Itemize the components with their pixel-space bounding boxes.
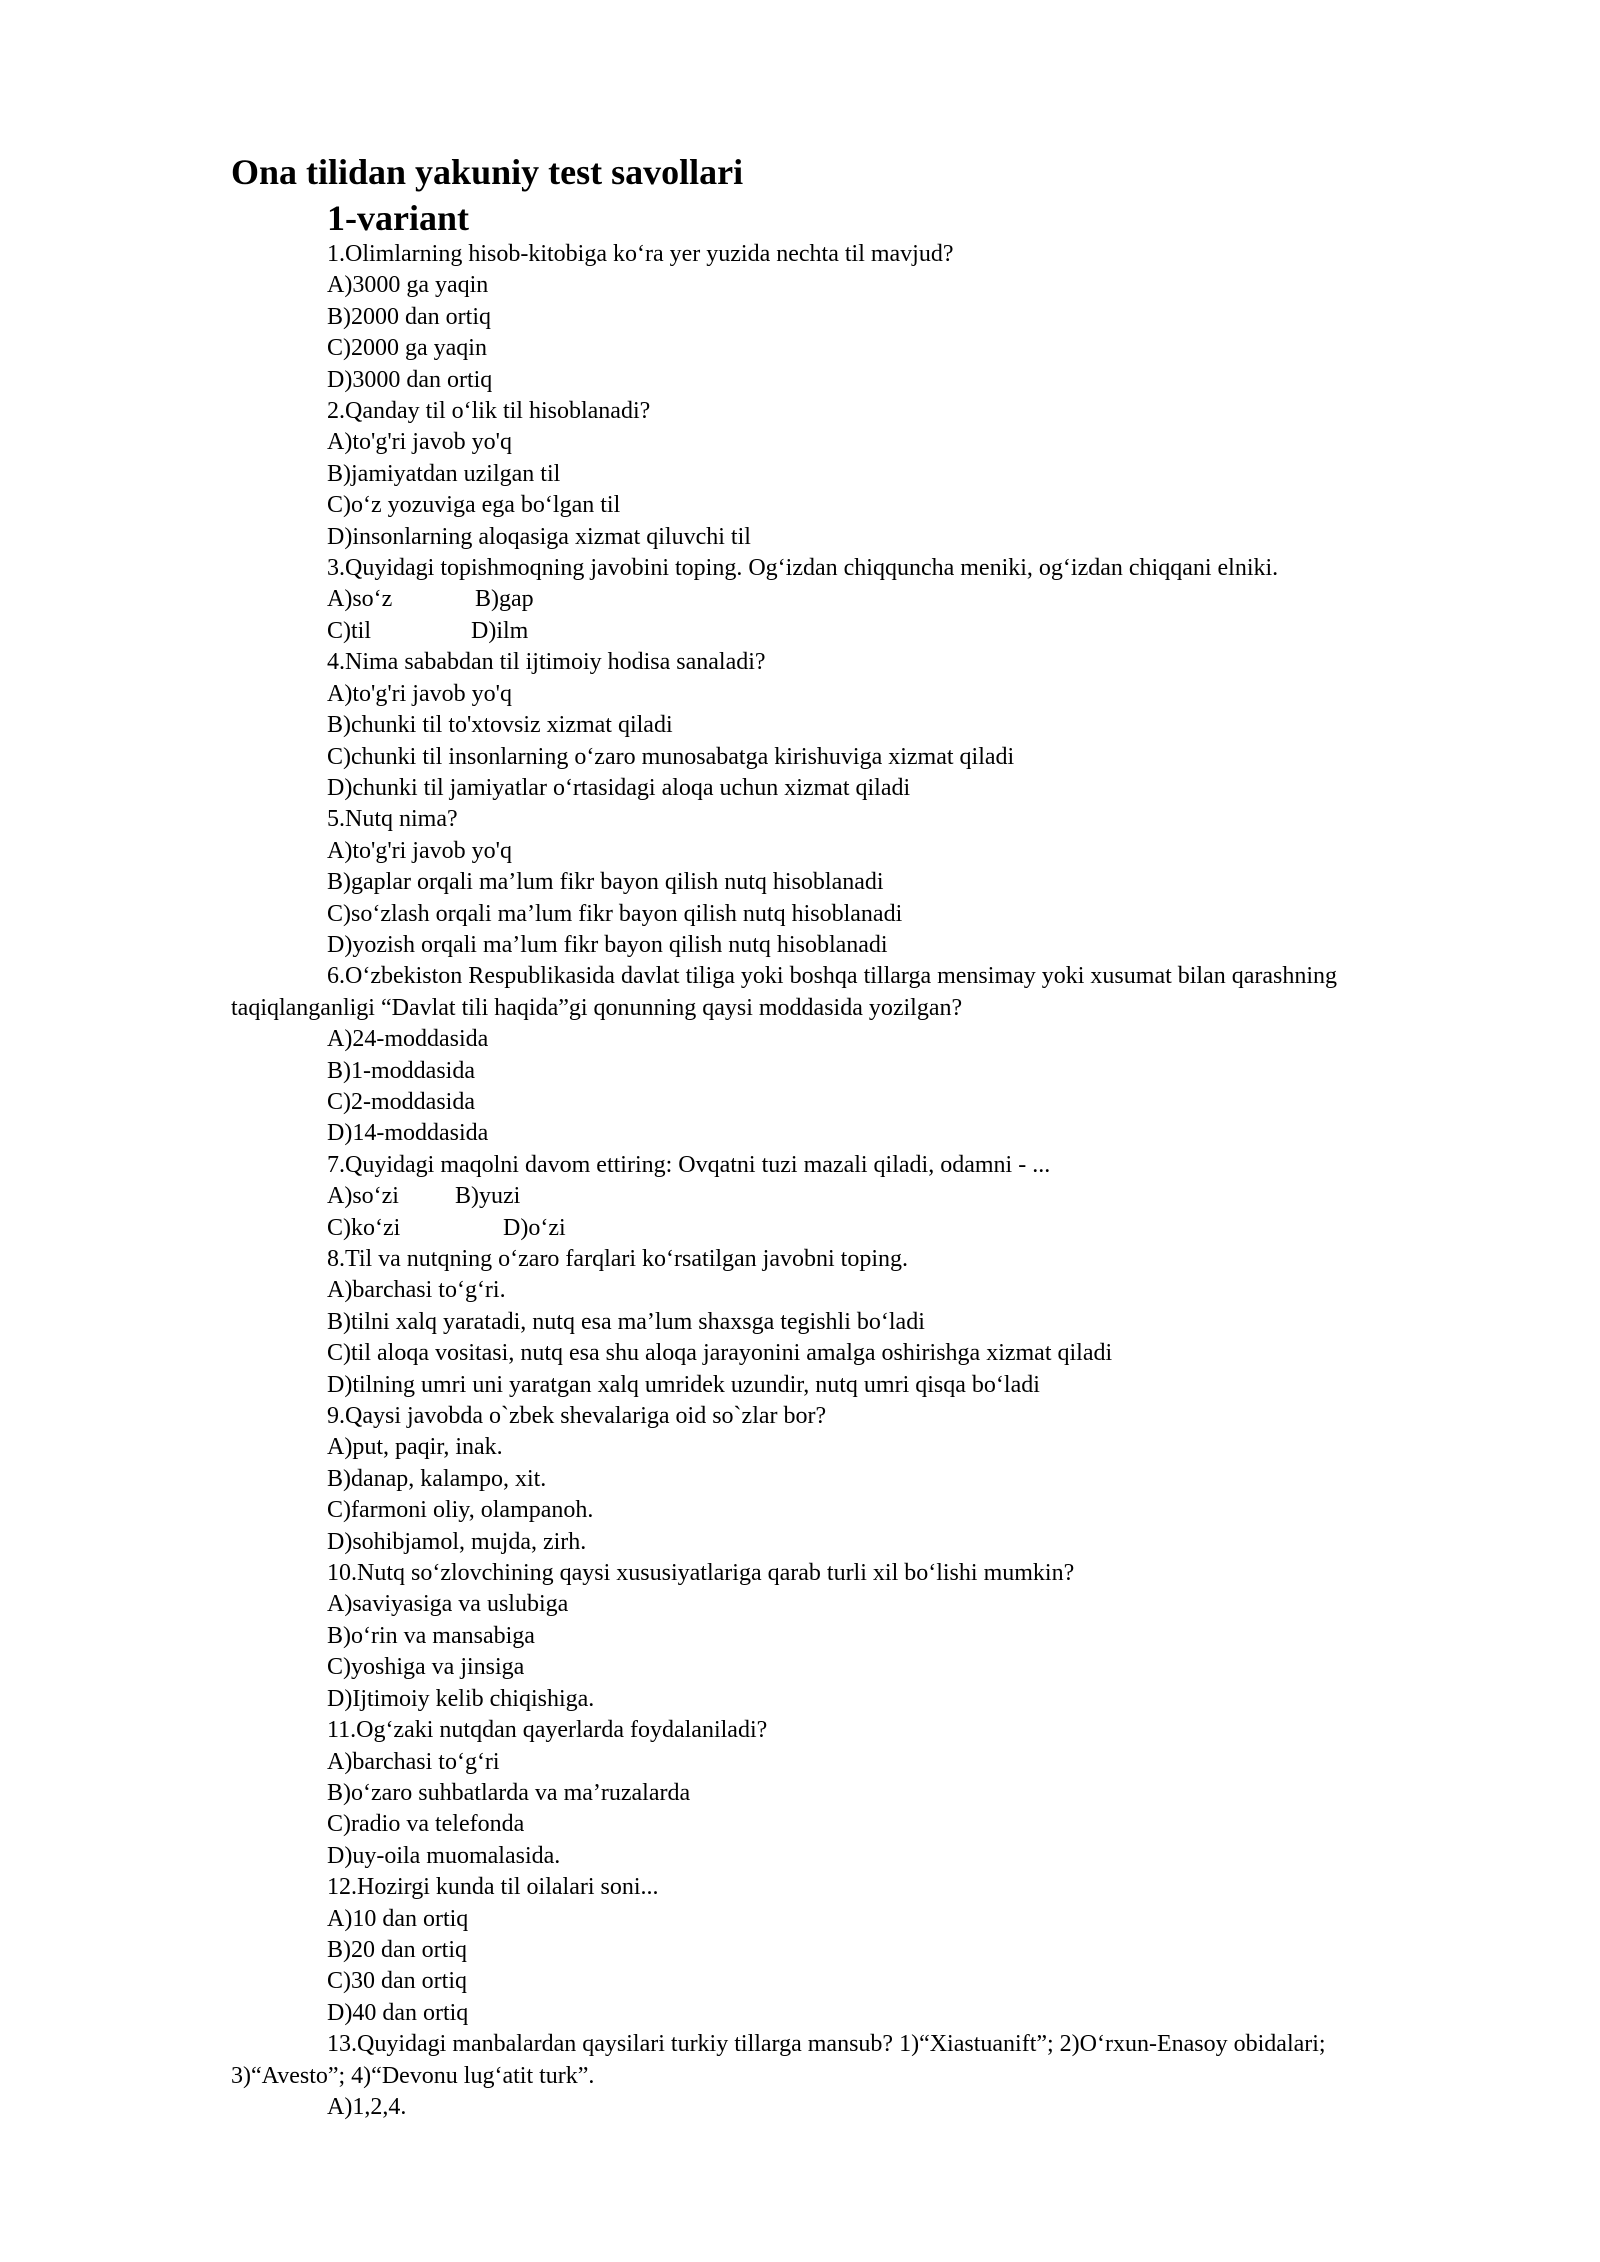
question-text: 1.Olimlarning hisob-kitobiga ko‘ra yer yuzida nechta til mavjud? <box>327 241 954 267</box>
answer-option: C)so‘zlash orqali ma’lum fikr bayon qilish nutq hisoblanadi <box>327 900 903 927</box>
question-text-line2: taqiqlanganligi “Davlat tili haqida”gi qonunning qaysi moddasida yozilgan? <box>231 994 963 1021</box>
answer-option: C)yoshiga va jinsiga <box>327 1654 525 1681</box>
answer-option: B)yuzi <box>455 1183 521 1210</box>
answer-row <box>231 616 1495 647</box>
question-text: 2.Qanday til o‘lik til hisoblanadi? <box>327 398 651 425</box>
answer-option: B)gaplar orqali ma’lum fikr bayon qilish nutq hisoblanadi <box>327 869 884 896</box>
answer-row <box>231 1213 1495 1244</box>
question-text: 10.Nutq so‘zlovchining qaysi xususiyatlariga qarab turli xil bo‘lishi mumkin? <box>327 1560 1075 1587</box>
answer-option: C)chunki til insonlarning o‘zaro munosabatga kirishuviga xizmat qiladi <box>327 743 1015 770</box>
question-text: 3.Quyidagi topishmoqning javobini toping. Og‘izdan chiqquncha meniki, og‘izdan chiqqani elniki. <box>327 555 1279 582</box>
answer-option: B)1-moddasida <box>327 1057 475 1084</box>
question-text: 12.Hozirgi kunda til oilalari soni... <box>327 1874 659 1901</box>
answer-option: B)20 dan ortiq <box>327 1936 467 1963</box>
answer-option: A)to'g'ri javob yo'q <box>327 429 512 456</box>
question-text-line1: 6.O‘zbekiston Respublikasida davlat tiliga yoki boshqa tillarga mensimay yoki xusumat bilan qarashning <box>327 963 1338 990</box>
answer-option: C)2-moddasida <box>327 1088 475 1115</box>
answer-option: C)til <box>327 617 372 644</box>
answer-option: D)yozish orqali ma’lum fikr bayon qilish nutq hisoblanadi <box>327 931 888 958</box>
answer-option: B)o‘rin va mansabiga <box>327 1622 535 1649</box>
answer-option: D)14-moddasida <box>327 1120 489 1147</box>
answer-option: D)sohibjamol, mujda, zirh. <box>327 1528 587 1555</box>
question-text: 11.Og‘zaki nutqdan qayerlarda foydalaniladi? <box>327 1717 768 1744</box>
answer-option: B)o‘zaro suhbatlarda va ma’ruzalarda <box>327 1779 691 1806</box>
answer-option: B)tilni xalq yaratadi, nutq esa ma’lum shaxsga tegishli bo‘ladi <box>327 1308 925 1335</box>
answer-option: A)barchasi to‘g‘ri <box>327 1748 500 1775</box>
question-text: 8.Til va nutqning o‘zaro farqlari ko‘rsatilgan javobni toping. <box>327 1246 909 1272</box>
question-text-line2: 3)“Avesto”; 4)“Devonu lug‘atit turk”. <box>231 2062 595 2089</box>
answer-option: A)so‘zi <box>327 1183 399 1210</box>
answer-option: C)o‘z yozuviga ega bo‘lgan til <box>327 492 621 519</box>
answer-option: D)chunki til jamiyatlar o‘rtasidagi aloqa uchun xizmat qiladi <box>327 774 911 801</box>
answer-option: D)uy-oila muomalasida. <box>327 1842 561 1869</box>
question-text-line1: 13.Quyidagi manbalardan qaysilari turkiy tillarga mansub? 1)“Xiastuanift”; 2)O‘rxun-Enasoy obidalari; <box>327 2031 1326 2058</box>
answer-option: A)to'g'ri javob yo'q <box>327 680 512 707</box>
answer-option: A)to'g'ri javob yo'q <box>327 837 512 864</box>
answer-option: A)barchasi to‘g‘ri. <box>327 1277 506 1304</box>
answer-option: A)24-moddasida <box>327 1026 489 1053</box>
answer-option: B)danap, kalampo, xit. <box>327 1465 547 1492</box>
answer-option: A)so‘z <box>327 586 393 613</box>
answer-option: B)gap <box>475 586 534 613</box>
answer-option: C)til aloqa vositasi, nutq esa shu aloqa jarayonini amalga oshirishga xizmat qiladi <box>327 1340 1113 1367</box>
answer-option: D)3000 dan ortiq <box>327 366 493 393</box>
document-title: Ona tilidan yakuniy test savollari <box>231 152 744 192</box>
answer-option: D)Ijtimoiy kelib chiqishiga. <box>327 1685 595 1712</box>
answer-row <box>231 584 1495 615</box>
answer-row <box>231 1181 1495 1212</box>
answer-option: C)radio va telefonda <box>327 1811 525 1838</box>
answer-option: C)ko‘zi <box>327 1214 401 1241</box>
answer-option: A)saviyasiga va uslubiga <box>327 1591 569 1618</box>
answer-option: D)insonlarning aloqasiga xizmat qiluvchi til <box>327 523 751 550</box>
question-text: 9.Qaysi javobda o`zbek shevalariga oid so`zlar bor? <box>327 1403 827 1430</box>
question-list <box>231 239 1495 2123</box>
question-text: 7.Quyidagi maqolni davom ettiring: Ovqatni tuzi mazali qiladi, odamni - ... <box>327 1151 1051 1178</box>
answer-option: B)jamiyatdan uzilgan til <box>327 460 561 487</box>
answer-option: A)1,2,4. <box>327 2093 407 2120</box>
answer-option: A)put, paqir, inak. <box>327 1434 503 1461</box>
answer-option: D)o‘zi <box>503 1214 566 1241</box>
answer-option: B)chunki til to'xtovsiz xizmat qiladi <box>327 712 673 739</box>
question-text: 5.Nutq nima? <box>327 806 458 833</box>
question-text: 4.Nima sababdan til ijtimoiy hodisa sanaladi? <box>327 649 766 676</box>
answer-option: B)2000 dan ortiq <box>327 303 491 330</box>
answer-option: D)tilning umri uni yaratgan xalq umridek uzundir, nutq umri qisqa bo‘ladi <box>327 1371 1040 1398</box>
variant-heading: 1-variant <box>327 198 469 238</box>
answer-option: D)40 dan ortiq <box>327 1999 469 2026</box>
answer-option: C)30 dan ortiq <box>327 1968 467 1995</box>
answer-option: C)2000 ga yaqin <box>327 335 487 362</box>
answer-option: C)farmoni oliy, olampanoh. <box>327 1497 594 1524</box>
answer-option: A)10 dan ortiq <box>327 1905 469 1932</box>
answer-option: A)3000 ga yaqin <box>327 272 489 299</box>
answer-option: D)ilm <box>471 617 529 644</box>
